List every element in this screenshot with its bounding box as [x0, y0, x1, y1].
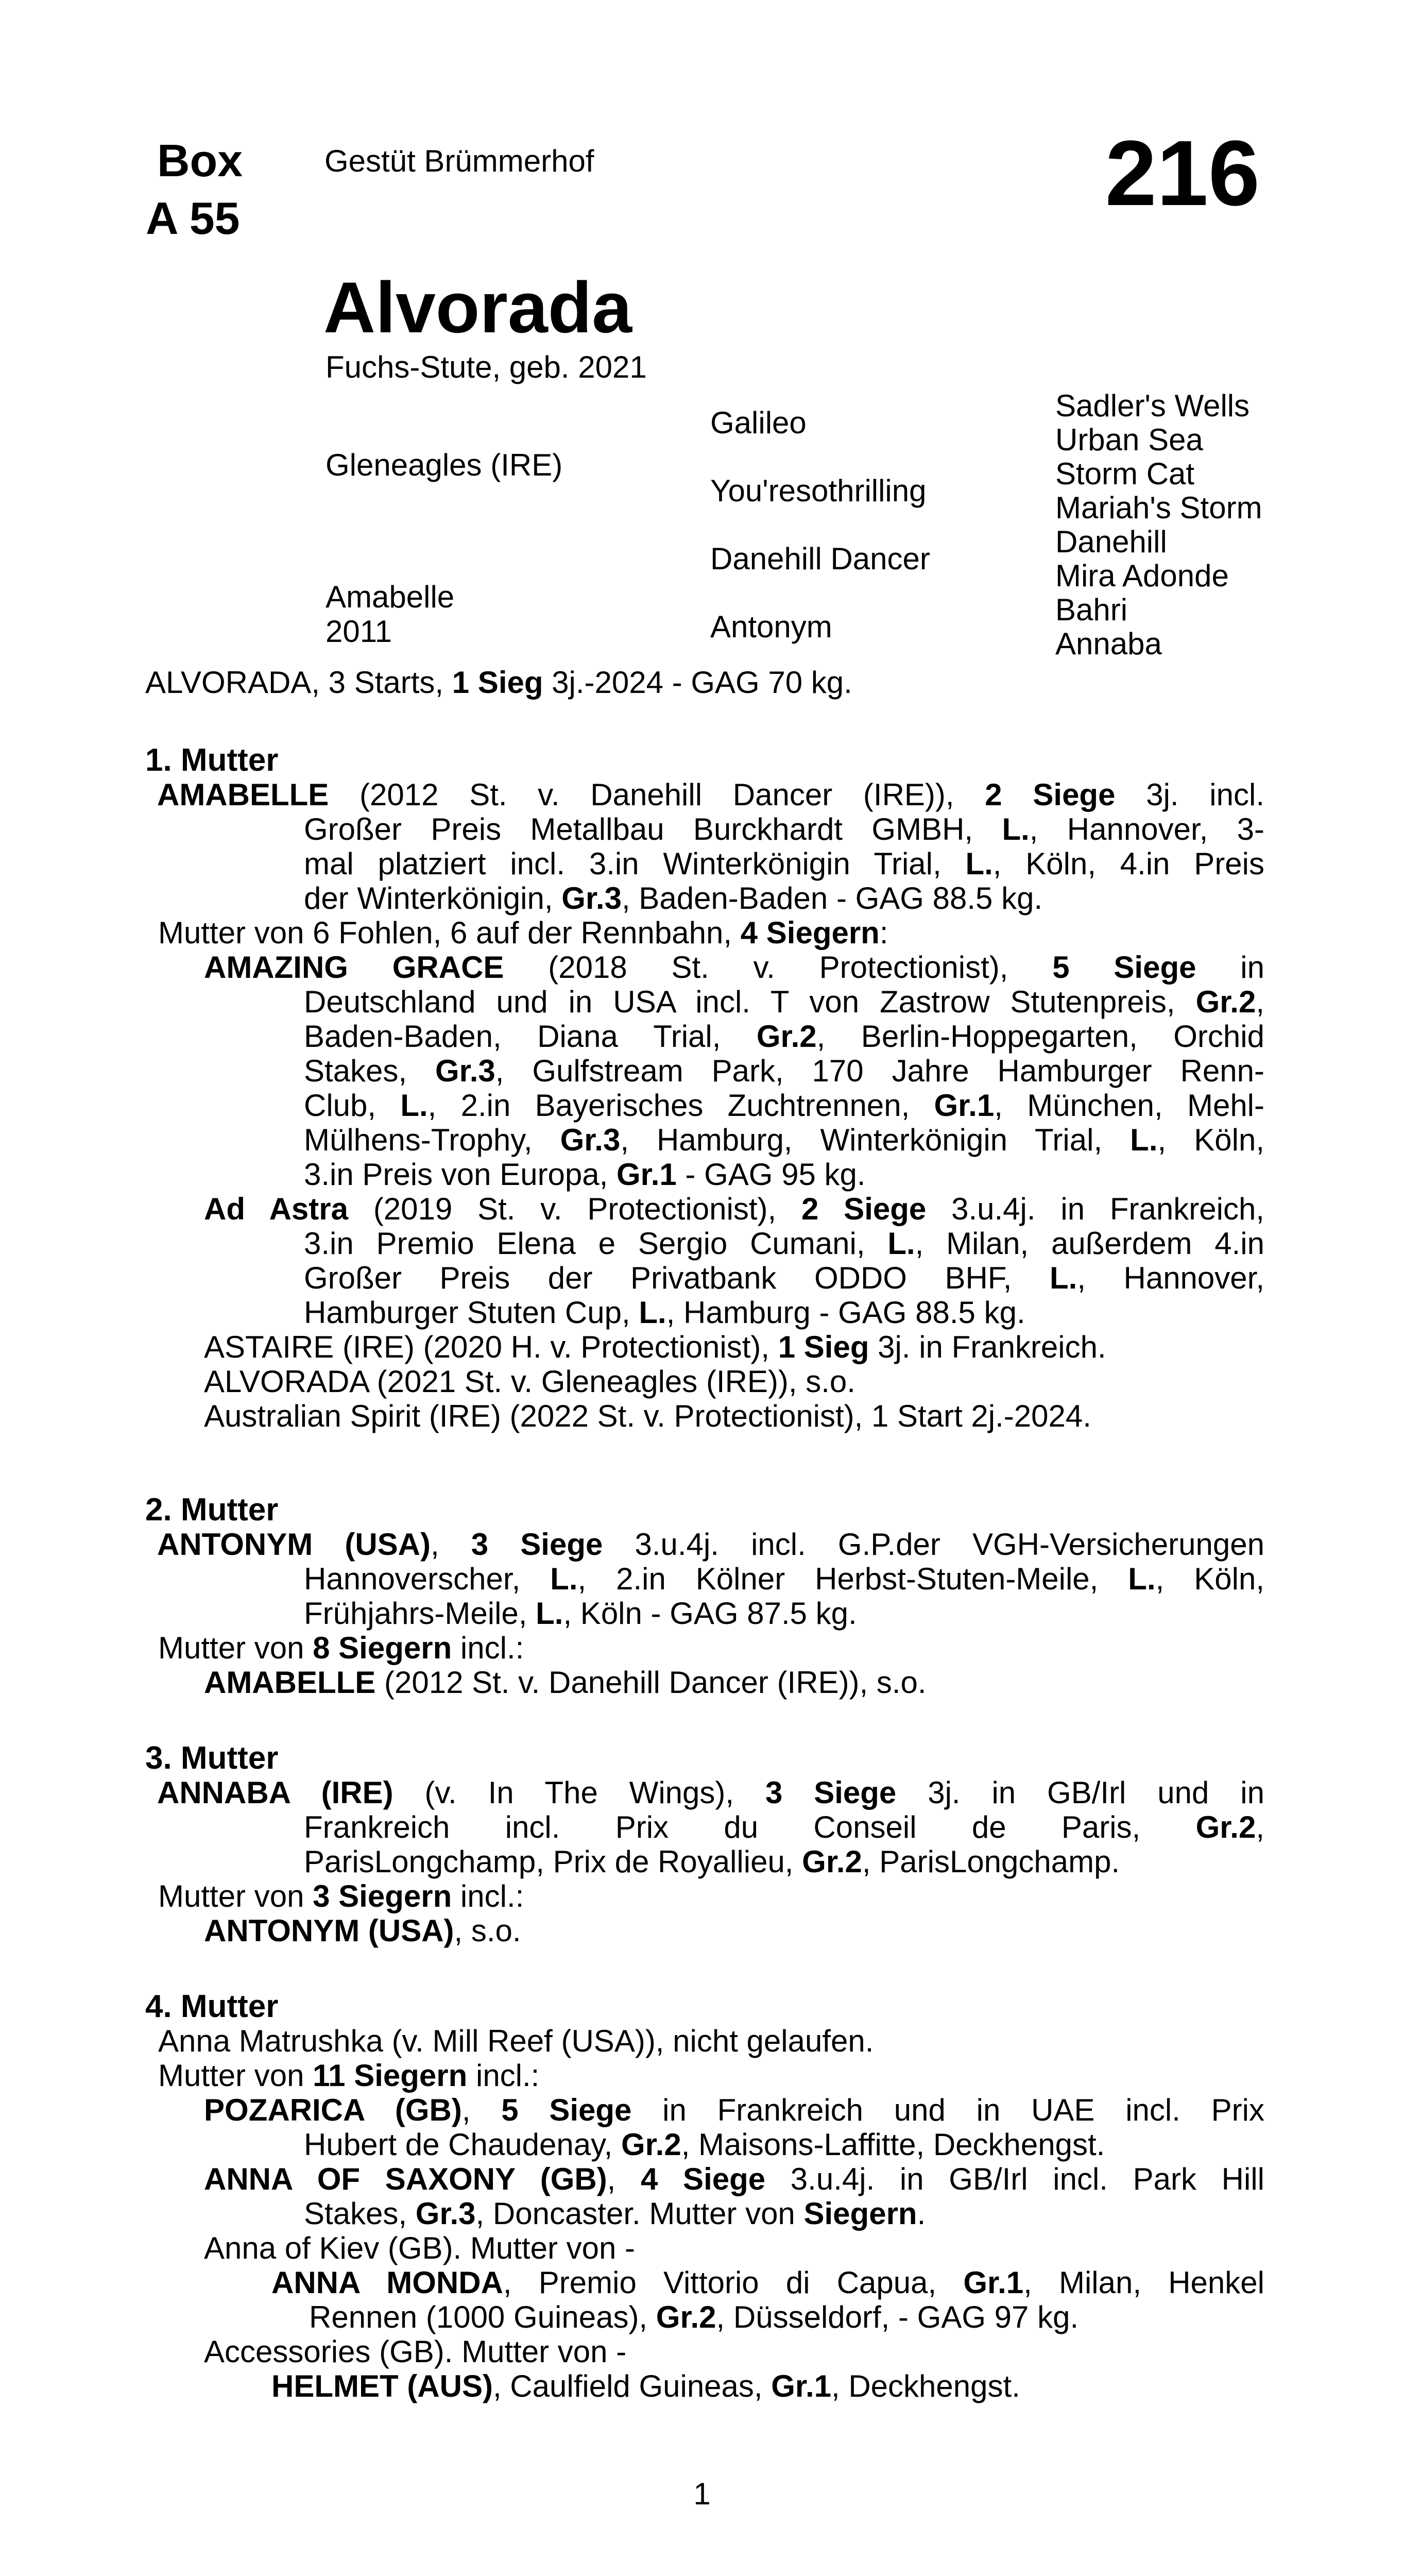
text-line: Großer Preis der Privatbank ODDO BHF, L., Hannover, — [304, 1261, 1265, 1295]
catalog-text — [145, 665, 1264, 2403]
box-label-block — [146, 132, 243, 247]
pedigree-paragraph — [145, 1364, 1264, 1399]
text-line: AMAZING GRACE (2018 St. v. Protectionist), 5 Siege in — [204, 950, 1264, 985]
section-heading: 1. Mutter — [145, 742, 279, 778]
race-record — [145, 665, 1264, 700]
pedigree-paragraph — [145, 2093, 1264, 2162]
pedigree-granddam-2: Antonym — [710, 609, 832, 644]
pedigree-paragraph — [145, 2334, 1264, 2369]
pedigree-paragraph — [145, 1665, 1264, 1700]
pedigree-paragraph — [145, 916, 1264, 950]
lot-number: 216 — [1105, 122, 1260, 225]
text-line: Rennen (1000 Guineas), Gr.2, Düsseldorf, - GAG 97 kg. — [309, 2300, 1079, 2334]
pedigree-paragraph — [145, 2265, 1264, 2334]
text-line: ANNA MONDA, Premio Vittorio di Capua, Gr.1, Milan, Henkel — [271, 2265, 1264, 2300]
text-line: Frankreich incl. Prix du Conseil de Paris, Gr.2, — [304, 1810, 1264, 1844]
pedigree-dam — [326, 580, 710, 649]
pedigree-paragraph — [145, 2162, 1264, 2231]
text-line: Stakes, Gr.3, Doncaster. Mutter von Siegern. — [304, 2196, 926, 2231]
pedigree-paragraph — [145, 2024, 1264, 2058]
text-line: Ad Astra (2019 St. v. Protectionist), 2 Siege 3.u.4j. in Frankreich, — [204, 1192, 1264, 1226]
mutter-section — [145, 1493, 1264, 1700]
pedigree-paragraph — [145, 1913, 1264, 1948]
text-line: Stakes, Gr.3, Gulfstream Park, 170 Jahre Hamburger Renn- — [304, 1054, 1264, 1088]
mutter-section — [145, 743, 1264, 1433]
mutter-section — [145, 1741, 1264, 1948]
text-line: ALVORADA (2021 St. v. Gleneagles (IRE)), s.o. — [204, 1364, 855, 1399]
text-line: ALVORADA, 3 Starts, 1 Sieg 3j.-2024 - GAG 70 kg. — [145, 665, 852, 700]
text-line: Mülhens-Trophy, Gr.3, Hamburg, Winterkönigin Trial, L., Köln, — [304, 1123, 1264, 1157]
box-label: Box — [157, 135, 243, 186]
text-line: Club, L., 2.in Bayerisches Zuchtrennen, Gr.1, München, Mehl- — [304, 1088, 1264, 1123]
text-line: Mutter von 3 Siegern incl.: — [158, 1879, 524, 1913]
pedigree-granddam-1: You'resothrilling — [710, 473, 927, 508]
text-line: ANTONYM (USA), 3 Siege 3.u.4j. incl. G.P.der VGH-Versicherungen — [157, 1527, 1264, 1562]
pedigree-paragraph — [145, 1192, 1264, 1330]
pedigree-grandsire-1: Galileo — [710, 405, 807, 440]
pedigree-ancestor-7: Bahri — [1055, 592, 1128, 627]
text-line: Mutter von 8 Siegern incl.: — [158, 1631, 524, 1665]
text-line: Accessories (GB). Mutter von - — [204, 2334, 627, 2369]
pedigree-paragraph — [145, 1527, 1264, 1631]
text-line: 3.in Preis von Europa, Gr.1 - GAG 95 kg. — [304, 1157, 866, 1192]
mutter-section — [145, 1989, 1264, 2403]
text-line: Baden-Baden, Diana Trial, Gr.2, Berlin-Hoppegarten, Orchid — [304, 1019, 1264, 1054]
pedigree-ancestor-4: Mariah's Storm — [1055, 490, 1262, 525]
pedigree-dam-year: 2011 — [326, 614, 392, 649]
text-line: Deutschland und in USA incl. T von Zastrow Stutenpreis, Gr.2, — [304, 985, 1264, 1019]
text-line: POZARICA (GB), 5 Siege in Frankreich und in UAE incl. Prix — [204, 2093, 1264, 2127]
page-number: 1 — [693, 2477, 711, 2511]
pedigree-ancestor-1: Sadler's Wells — [1055, 388, 1250, 423]
text-line: Mutter von 6 Fohlen, 6 auf der Rennbahn, 4 Siegern: — [158, 916, 888, 950]
text-line: Australian Spirit (IRE) (2022 St. v. Protectionist), 1 Start 2j.-2024. — [204, 1399, 1091, 1433]
pedigree-table — [326, 389, 1404, 661]
pedigree-paragraph — [145, 1775, 1264, 1879]
text-line: HELMET (AUS), Caulfield Guineas, Gr.1, Deckhengst. — [271, 2369, 1020, 2403]
text-line: AMABELLE (2012 St. v. Danehill Dancer (IRE)), s.o. — [204, 1665, 927, 1700]
pedigree-ancestor-8: Annaba — [1055, 626, 1162, 661]
pedigree-paragraph — [145, 1330, 1264, 1364]
text-line: Großer Preis Metallbau Burckhardt GMBH, L., Hannover, 3- — [304, 812, 1265, 846]
text-line: Anna Matrushka (v. Mill Reef (USA)), nicht gelaufen. — [158, 2024, 874, 2058]
text-line: AMABELLE (2012 St. v. Danehill Dancer (IRE)), 2 Siege 3j. incl. — [157, 777, 1264, 812]
text-line: ASTAIRE (IRE) (2020 H. v. Protectionist), 1 Sieg 3j. in Frankreich. — [204, 1330, 1106, 1364]
text-line: der Winterkönigin, Gr.3, Baden-Baden - GAG 88.5 kg. — [304, 881, 1043, 916]
text-line: mal platziert incl. 3.in Winterkönigin Trial, L., Köln, 4.in Preis — [304, 846, 1265, 881]
section-heading: 3. Mutter — [145, 1740, 279, 1776]
pedigree-dam-name: Amabelle — [326, 580, 455, 614]
pedigree-ancestor-6: Mira Adonde — [1055, 558, 1229, 593]
pedigree-grandsire-2: Danehill Dancer — [710, 541, 930, 576]
pedigree-ancestor-5: Danehill — [1055, 524, 1167, 559]
text-line: ANNABA (IRE) (v. In The Wings), 3 Siege 3j. in GB/Irl und in — [157, 1775, 1264, 1810]
text-line: Hubert de Chaudenay, Gr.2, Maisons-Laffitte, Deckhengst. — [304, 2127, 1105, 2162]
text-line: ANNA OF SAXONY (GB), 4 Siege 3.u.4j. in GB/Irl incl. Park Hill — [204, 2162, 1264, 2196]
consignor-name: Gestüt Brümmerhof — [324, 144, 594, 178]
text-line: 3.in Premio Elena e Sergio Cumani, L., Milan, außerdem 4.in — [304, 1226, 1264, 1261]
section-heading: 2. Mutter — [145, 1492, 279, 1528]
pedigree-paragraph — [145, 2369, 1264, 2403]
pedigree-sire: Gleneagles (IRE) — [326, 448, 563, 482]
text-line: Mutter von 11 Siegern incl.: — [158, 2058, 540, 2093]
pedigree-paragraph — [145, 2231, 1264, 2265]
section-heading: 4. Mutter — [145, 1989, 279, 2024]
pedigree-paragraph — [145, 1879, 1264, 1913]
pedigree-paragraph — [145, 1631, 1264, 1665]
text-line: Hannoverscher, L., 2.in Kölner Herbst-Stuten-Meile, L., Köln, — [304, 1562, 1264, 1596]
pedigree-paragraph — [145, 777, 1264, 916]
text-line: Hamburger Stuten Cup, L., Hamburg - GAG 88.5 kg. — [304, 1295, 1025, 1330]
text-line: ANTONYM (USA), s.o. — [204, 1913, 521, 1948]
text-line: Anna of Kiev (GB). Mutter von - — [204, 2231, 635, 2265]
pedigree-ancestor-3: Storm Cat — [1055, 456, 1195, 491]
text-line: Frühjahrs-Meile, L., Köln - GAG 87.5 kg. — [304, 1596, 857, 1631]
pedigree-paragraph — [145, 950, 1264, 1192]
text-line: ParisLongchamp, Prix de Royallieu, Gr.2, ParisLongchamp. — [304, 1844, 1120, 1879]
pedigree-paragraph — [145, 1399, 1264, 1433]
pedigree-paragraph — [145, 2058, 1264, 2093]
pedigree-ancestor-2: Urban Sea — [1055, 422, 1203, 457]
box-number: A 55 — [146, 193, 240, 244]
horse-description: Fuchs-Stute, geb. 2021 — [326, 350, 647, 384]
horse-name: Alvorada — [323, 267, 632, 348]
